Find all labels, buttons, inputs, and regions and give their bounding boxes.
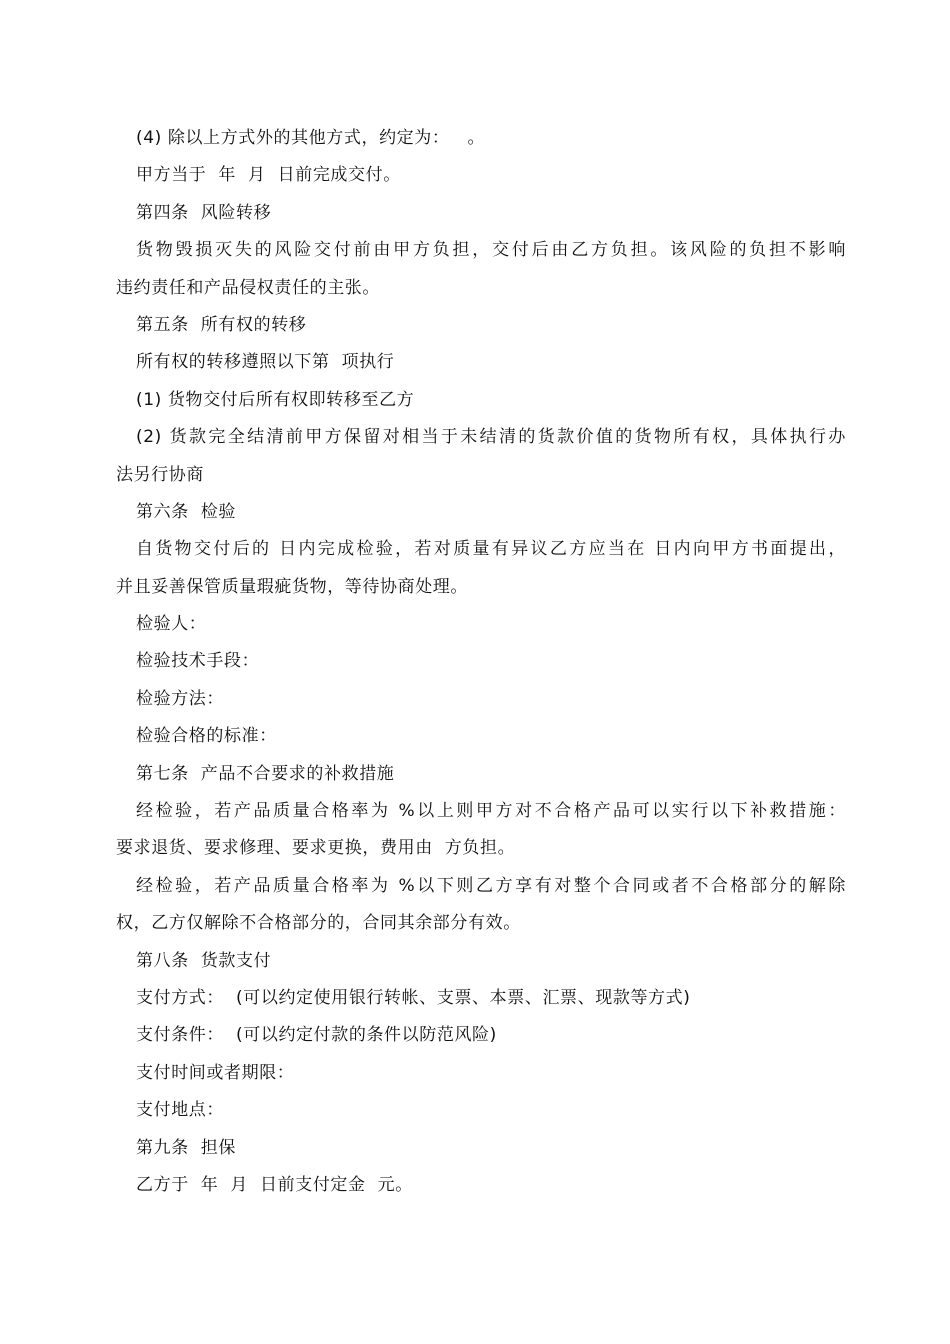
deposit-clause: 乙方于 年 月 日前支付定金 元。 bbox=[136, 1174, 413, 1195]
inspection-technique-field: 检验技术手段： bbox=[136, 651, 260, 672]
delivery-deadline: 甲方当于 年 月 日前完成交付。 bbox=[136, 165, 401, 186]
article-5-option-1: (1) 货物交付后所有权即转移至乙方 bbox=[136, 389, 415, 410]
article-8-heading: 第八条 货款支付 bbox=[136, 950, 272, 971]
article-9-heading: 第九条 担保 bbox=[136, 1137, 237, 1158]
inspection-method-field: 检验方法： bbox=[136, 688, 224, 709]
contract-page bbox=[116, 120, 846, 1204]
article-7-paragraph-2-line-2: 权，乙方仅解除不合格部分的，合同其余部分有效。 bbox=[116, 913, 521, 934]
article-7-paragraph-1-line-2: 要求退货、要求修理、要求更换，费用由 方负担。 bbox=[116, 838, 516, 859]
article-6-paragraph-line-2: 并且妥善保管质量瑕疵货物，等待协商处理。 bbox=[116, 576, 468, 597]
article-7-heading: 第七条 产品不合要求的补救措施 bbox=[136, 763, 395, 784]
article-5-heading: 第五条 所有权的转移 bbox=[136, 314, 307, 335]
article-5-option-2-line-1: (2) 货款完全结清前甲方保留对相当于未结清的货款价值的货物所有权，具体执行办 bbox=[136, 427, 846, 448]
article-4-paragraph-line-1: 货物毁损灭失的风险交付前由甲方负担，交付后由乙方负担。该风险的负担不影响 bbox=[136, 240, 846, 261]
article-5-option-2-line-2: 法另行协商 bbox=[116, 464, 204, 485]
payment-method-field: 支付方式： (可以约定使用银行转帐、支票、本票、汇票、现款等方式) bbox=[136, 987, 691, 1008]
article-6-heading: 第六条 检验 bbox=[136, 501, 237, 522]
article-7-paragraph-1-line-1: 经检验，若产品质量合格率为 %以上则甲方对不合格产品可以实行以下补救措施： bbox=[136, 801, 846, 822]
inspector-field: 检验人： bbox=[136, 614, 207, 635]
inspection-standard-field: 检验合格的标准： bbox=[136, 726, 277, 747]
payment-time-field: 支付时间或者期限： bbox=[136, 1062, 295, 1083]
article-4-paragraph-line-2: 违约责任和产品侵权责任的主张。 bbox=[116, 277, 380, 298]
payment-place-field: 支付地点： bbox=[136, 1100, 224, 1121]
clause-option-4: (4) 除以上方式外的其他方式，约定为： 。 bbox=[136, 128, 486, 148]
article-5-intro: 所有权的转移遵照以下第 项执行 bbox=[136, 352, 395, 373]
article-7-paragraph-2-line-1: 经检验，若产品质量合格率为 %以下则乙方享有对整个合同或者不合格部分的解除 bbox=[136, 875, 846, 896]
payment-conditions-field: 支付条件： (可以约定付款的条件以防范风险) bbox=[136, 1025, 497, 1046]
article-4-heading: 第四条 风险转移 bbox=[136, 202, 272, 223]
article-6-paragraph-line-1: 自货物交付后的 日内完成检验，若对质量有异议乙方应当在 日内向甲方书面提出， bbox=[136, 539, 846, 560]
